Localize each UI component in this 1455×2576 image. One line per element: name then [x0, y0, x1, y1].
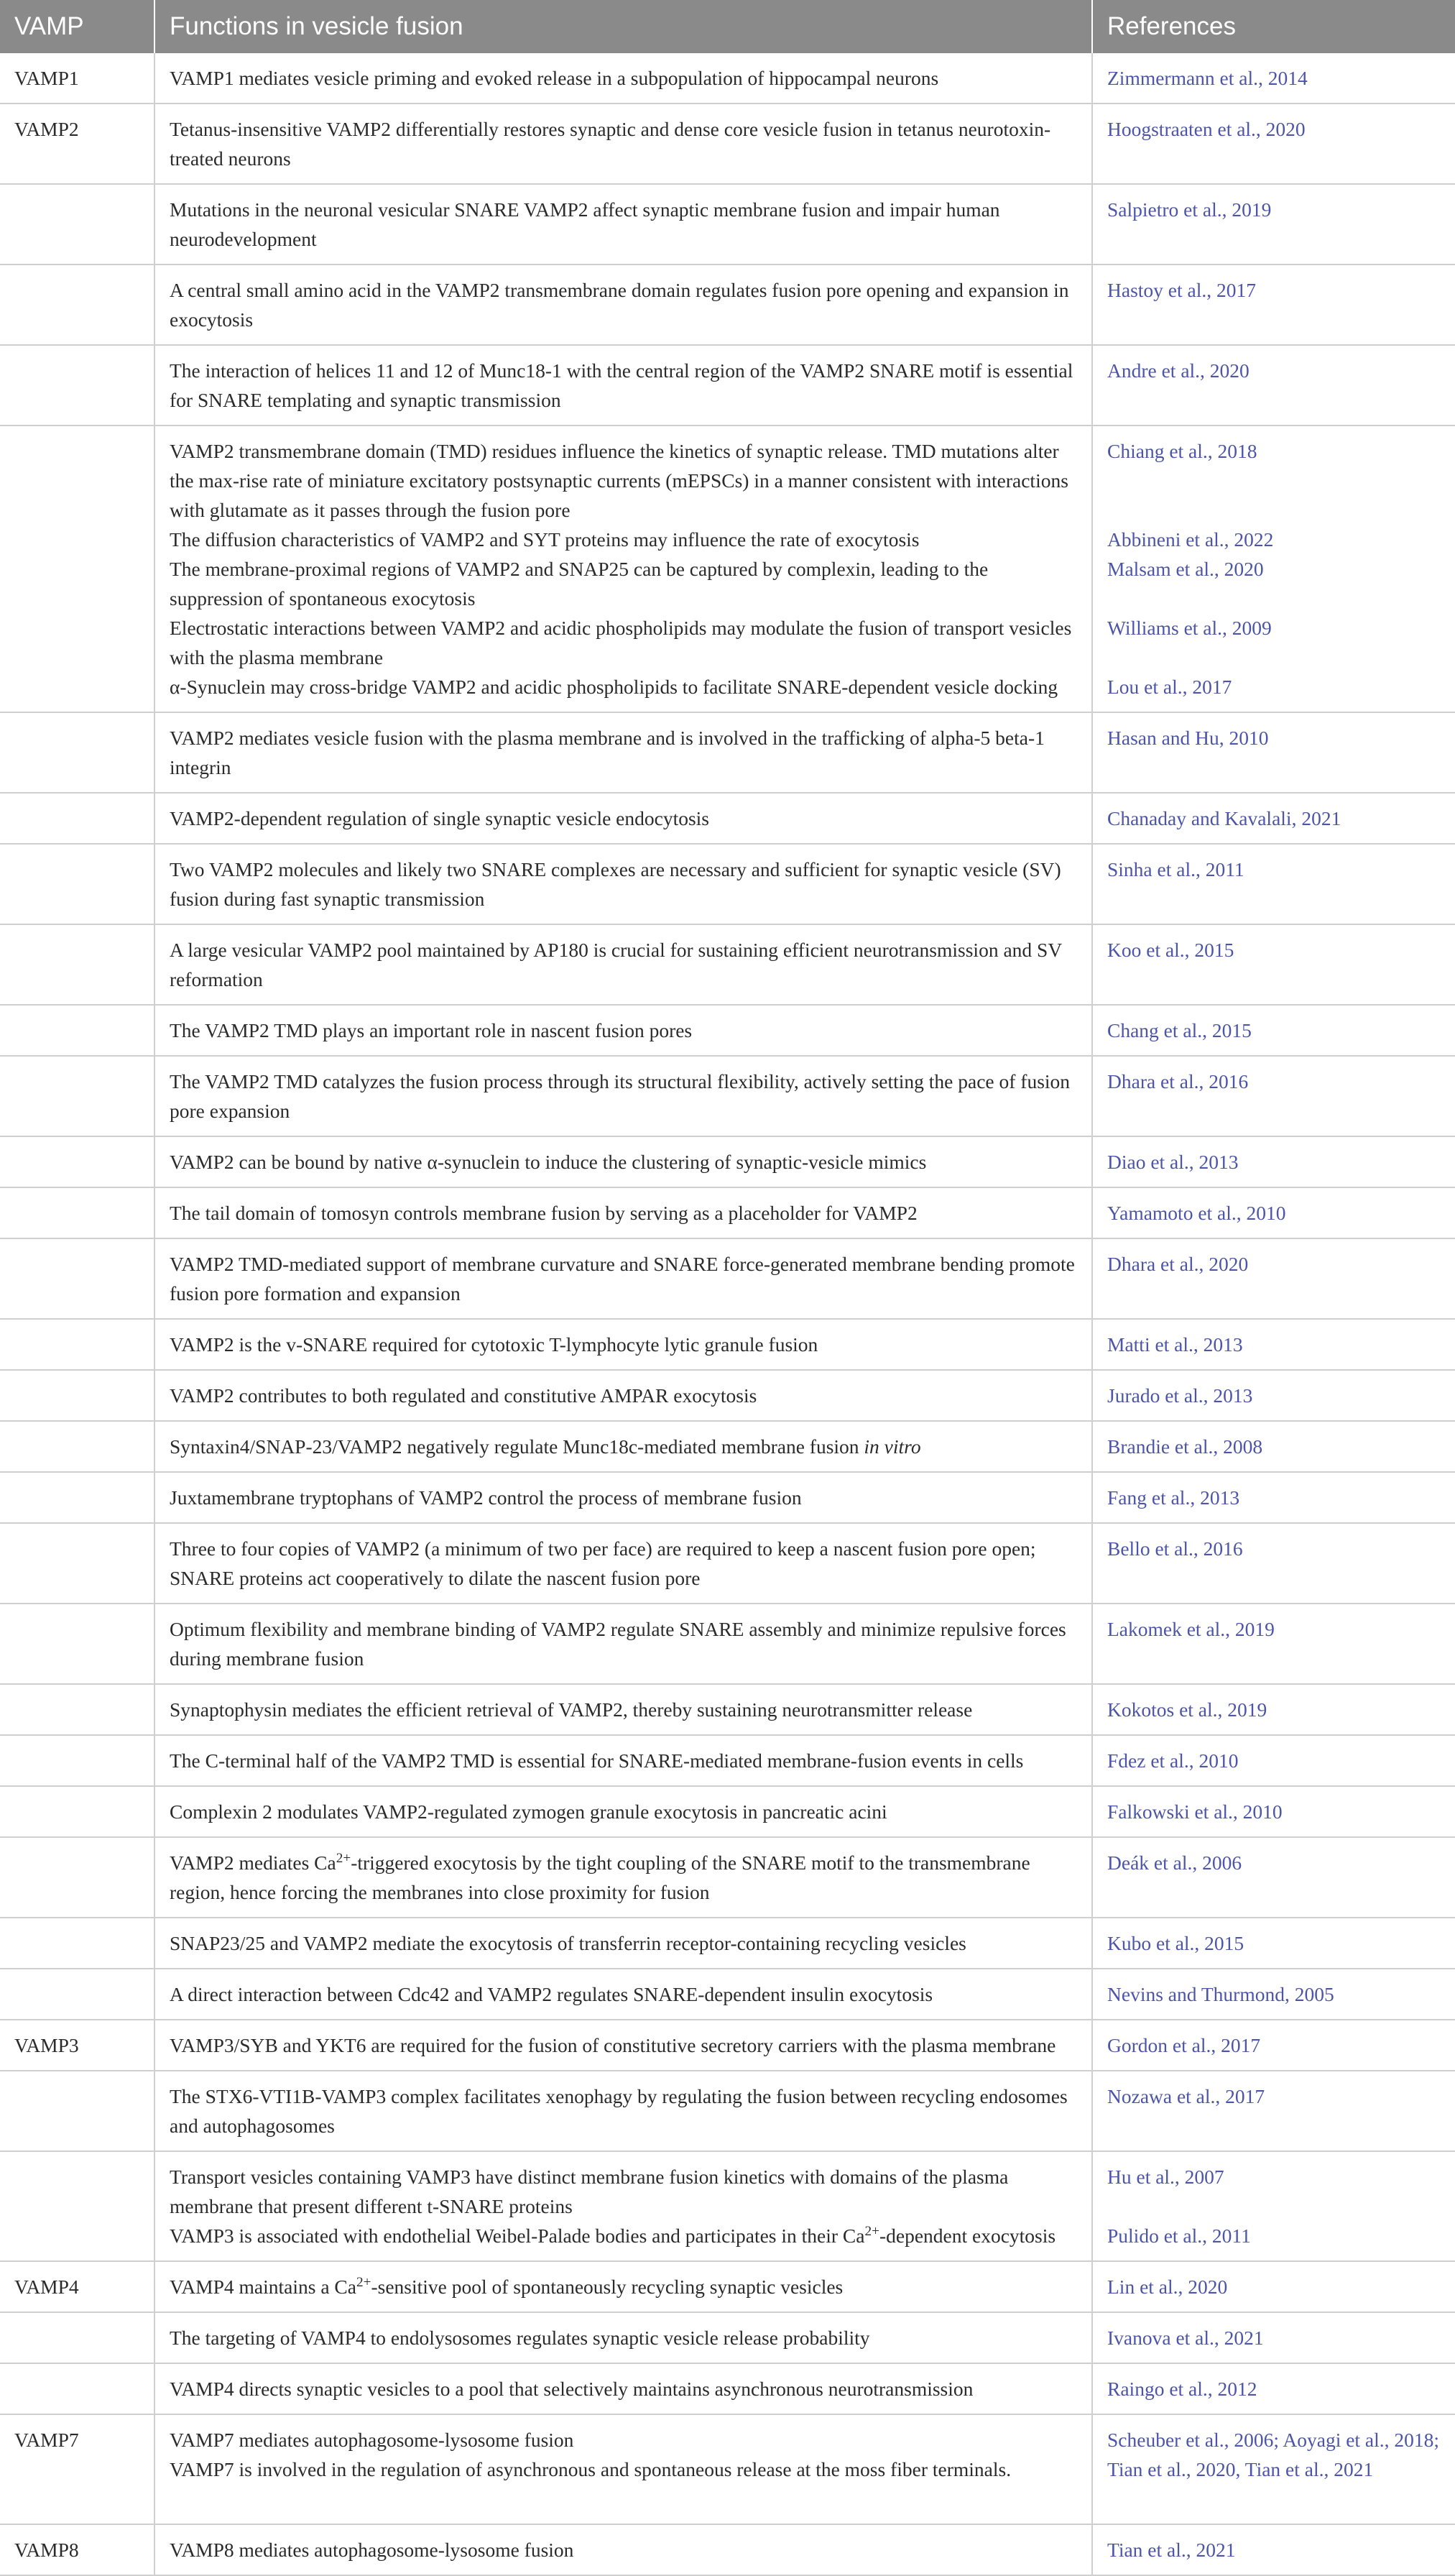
table-row	[0, 1136, 1455, 1187]
table-row	[0, 1684, 1455, 1735]
function-text: VAMP4 directs synaptic vesicles to a pool that selectively maintains asynchronous neurotransmission	[170, 2378, 974, 2400]
vamp-cell: VAMP4	[0, 2261, 154, 2312]
function-cell	[154, 2524, 1092, 2575]
vamp-cell	[0, 1604, 154, 1684]
function-text: VAMP3/SYB and YKT6 are required for the fusion of constitutive secretory carriers with the plasma membrane	[170, 2034, 1056, 2056]
reference-link[interactable]: Nevins and Thurmond, 2005	[1107, 1983, 1334, 2005]
function-cell	[154, 844, 1092, 924]
vamp-cell	[0, 1472, 154, 1523]
vamp-cell	[0, 1786, 154, 1837]
reference-cell	[1092, 264, 1455, 345]
table-row	[0, 2151, 1455, 2261]
reference-link[interactable]: Lakomek et al., 2019	[1107, 1618, 1275, 1640]
function-cell	[154, 1238, 1092, 1319]
reference-link[interactable]: Yamamoto et al., 2010	[1107, 1202, 1286, 1224]
table-row	[0, 712, 1455, 793]
function-text: Electrostatic interactions between VAMP2 and acidic phospholipids may modulate the fusion of transport vesicles with the plasma membrane	[170, 617, 1072, 668]
vamp-cell	[0, 345, 154, 426]
table-row	[0, 1604, 1455, 1684]
reference-link[interactable]: Nozawa et al., 2017	[1107, 2085, 1265, 2107]
function-text: SNAP23/25 and VAMP2 mediate the exocytosis of transferrin receptor-containing recycling vesicles	[170, 1932, 966, 1954]
reference-link[interactable]: Dhara et al., 2016	[1107, 1070, 1249, 1092]
function-cell	[154, 2414, 1092, 2524]
reference-cell	[1092, 2261, 1455, 2312]
table-row	[0, 793, 1455, 844]
vamp-cell	[0, 1370, 154, 1421]
vamp-cell	[0, 1918, 154, 1969]
vamp-cell	[0, 1319, 154, 1370]
reference-cell	[1092, 184, 1455, 264]
header-references: References	[1092, 0, 1455, 53]
reference-link[interactable]: Williams et al., 2009	[1107, 617, 1272, 639]
function-text: A direct interaction between Cdc42 and VAMP2 regulates SNARE-dependent insulin exocytosis	[170, 1983, 933, 2005]
vamp-cell	[0, 1969, 154, 2020]
vamp-cell	[0, 1735, 154, 1786]
header-row	[0, 0, 1455, 53]
vamp-cell	[0, 1421, 154, 1472]
function-text: VAMP1 mediates vesicle priming and evoked release in a subpopulation of hippocampal neurons	[170, 67, 939, 89]
table-row	[0, 264, 1455, 345]
table-row	[0, 426, 1455, 712]
reference-link[interactable]: Hastoy et al., 2017	[1107, 279, 1256, 301]
reference-link[interactable]: Falkowski et al., 2010	[1107, 1800, 1283, 1823]
function-cell	[154, 2151, 1092, 2261]
table-row	[0, 1319, 1455, 1370]
function-text: A large vesicular VAMP2 pool maintained by AP180 is crucial for sustaining efficient neurotransmission and SV reformation	[170, 939, 1062, 990]
reference-link[interactable]: Andre et al., 2020	[1107, 359, 1250, 382]
function-cell	[154, 1370, 1092, 1421]
reference-cell	[1092, 2071, 1455, 2151]
function-text: Tetanus-insensitive VAMP2 differentially restores synaptic and dense core vesicle fusion in tetanus neurotoxin-treated neurons	[170, 118, 1051, 170]
reference-cell	[1092, 1319, 1455, 1370]
reference-link[interactable]: Sinha et al., 2011	[1107, 858, 1244, 880]
table-row	[0, 1187, 1455, 1238]
table-row	[0, 1523, 1455, 1604]
function-cell	[154, 924, 1092, 1005]
reference-cell	[1092, 1786, 1455, 1837]
function-cell	[154, 1969, 1092, 2020]
vamp-cell	[0, 1187, 154, 1238]
reference-cell	[1092, 1005, 1455, 1056]
reference-link[interactable]: Tian et al., 2021	[1107, 2539, 1236, 2561]
reference-cell	[1092, 1604, 1455, 1684]
table-row	[0, 1056, 1455, 1136]
reference-link[interactable]: Ivanova et al., 2021	[1107, 2327, 1264, 2349]
table-row	[0, 1969, 1455, 2020]
table-row	[0, 2312, 1455, 2363]
function-cell	[154, 104, 1092, 184]
function-text: The C-terminal half of the VAMP2 TMD is essential for SNARE-mediated membrane-fusion events in cells	[170, 1749, 1024, 1772]
reference-cell	[1092, 104, 1455, 184]
reference-link[interactable]: Scheuber et al., 2006; Aoyagi et al., 2018; Tian et al., 2020, Tian et al., 2021	[1107, 2429, 1440, 2480]
vamp-cell	[0, 426, 154, 712]
reference-cell	[1092, 1472, 1455, 1523]
function-text: Synaptophysin mediates the efficient retrieval of VAMP2, thereby sustaining neurotransmitter release	[170, 1698, 973, 1721]
function-cell	[154, 2071, 1092, 2151]
reference-cell	[1092, 844, 1455, 924]
reference-link[interactable]: Raingo et al., 2012	[1107, 2378, 1257, 2400]
function-text: VAMP7 mediates autophagosome-lysosome fusion	[170, 2429, 574, 2451]
vamp-cell	[0, 712, 154, 793]
function-cell	[154, 1056, 1092, 1136]
reference-cell	[1092, 1969, 1455, 2020]
table-row	[0, 1918, 1455, 1969]
function-text: The membrane-proximal regions of VAMP2 and SNAP25 can be captured by complexin, leading to the suppression of spontaneous exocytosis	[170, 558, 989, 610]
function-text: The diffusion characteristics of VAMP2 and SYT proteins may influence the rate of exocytosis	[170, 528, 920, 551]
vamp-cell: VAMP2	[0, 104, 154, 184]
function-cell	[154, 2363, 1092, 2414]
table-row	[0, 1837, 1455, 1918]
function-cell	[154, 1005, 1092, 1056]
reference-cell	[1092, 1837, 1455, 1918]
reference-link[interactable]: Chanaday and Kavalali, 2021	[1107, 807, 1341, 829]
vamp-cell	[0, 184, 154, 264]
reference-link[interactable]: Malsam et al., 2020	[1107, 558, 1264, 580]
function-text: VAMP2-dependent regulation of single synaptic vesicle endocytosis	[170, 807, 710, 829]
reference-link[interactable]: Chiang et al., 2018	[1107, 440, 1257, 462]
reference-cell	[1092, 1187, 1455, 1238]
reference-cell	[1092, 2151, 1455, 2261]
vamp-cell	[0, 1238, 154, 1319]
reference-link[interactable]: Koo et al., 2015	[1107, 939, 1234, 961]
header-functions: Functions in vesicle fusion	[154, 0, 1092, 53]
reference-link[interactable]: Zimmermann et al., 2014	[1107, 67, 1308, 89]
function-text: The STX6-VTI1B-VAMP3 complex facilitates xenophagy by regulating the fusion between recycling endosomes and autophagosomes	[170, 2085, 1068, 2137]
function-cell	[154, 2312, 1092, 2363]
table-row	[0, 2020, 1455, 2071]
table-row	[0, 1735, 1455, 1786]
function-cell	[154, 1319, 1092, 1370]
table-row	[0, 2261, 1455, 2312]
reference-link[interactable]: Salpietro et al., 2019	[1107, 198, 1272, 221]
table-row	[0, 2524, 1455, 2575]
vamp-cell	[0, 1523, 154, 1604]
table-body	[0, 53, 1455, 2575]
vamp-cell	[0, 924, 154, 1005]
reference-link[interactable]: Diao et al., 2013	[1107, 1151, 1239, 1173]
function-cell	[154, 1523, 1092, 1604]
reference-cell	[1092, 2020, 1455, 2071]
function-text: A central small amino acid in the VAMP2 transmembrane domain regulates fusion pore opening and expansion in exocytosis	[170, 279, 1069, 331]
function-text: Syntaxin4/SNAP-23/VAMP2 negatively regulate Munc18c-mediated membrane fusion in vitro	[170, 1435, 921, 1458]
reference-link[interactable]: Fdez et al., 2010	[1107, 1749, 1239, 1772]
vamp-cell	[0, 1684, 154, 1735]
vamp-cell	[0, 2071, 154, 2151]
function-cell	[154, 1735, 1092, 1786]
function-cell	[154, 2261, 1092, 2312]
function-cell	[154, 345, 1092, 426]
reference-cell	[1092, 1238, 1455, 1319]
vamp-cell: VAMP3	[0, 2020, 154, 2071]
vamp-cell	[0, 793, 154, 844]
table-row	[0, 1421, 1455, 1472]
vamp-cell	[0, 2151, 154, 2261]
function-text: VAMP2 can be bound by native α-synuclein to induce the clustering of synaptic-vesicle mimics	[170, 1151, 927, 1173]
function-text: α-Synuclein may cross-bridge VAMP2 and acidic phospholipids to facilitate SNARE-dependent vesicle docking	[170, 676, 1058, 698]
function-text: VAMP7 is involved in the regulation of asynchronous and spontaneous release at the moss fiber terminals.	[170, 2458, 1012, 2480]
function-text: Three to four copies of VAMP2 (a minimum of two per face) are required to keep a nascent fusion pore open; SNARE proteins act cooperatively to dilate the nascent fusion pore	[170, 1537, 1036, 1589]
reference-link[interactable]: Lin et al., 2020	[1107, 2276, 1228, 2298]
function-text: VAMP2 mediates $Ca^{2+}$-triggered exocytosis by the tight coupling of the SNARE motif to the transmembrane region, hence forcing the membranes into close proximity for fusion	[170, 1850, 1030, 1903]
function-text: Juxtamembrane tryptophans of VAMP2 control the process of membrane fusion	[170, 1486, 802, 1509]
table-row	[0, 104, 1455, 184]
reference-link[interactable]: Lou et al., 2017	[1107, 676, 1232, 698]
function-text: The VAMP2 TMD plays an important role in nascent fusion pores	[170, 1019, 693, 1041]
reference-link[interactable]: Jurado et al., 2013	[1107, 1384, 1253, 1407]
reference-link[interactable]: Kubo et al., 2015	[1107, 1932, 1244, 1954]
function-cell	[154, 1786, 1092, 1837]
table-row	[0, 1005, 1455, 1056]
reference-cell	[1092, 1370, 1455, 1421]
vamp-cell	[0, 844, 154, 924]
table-row	[0, 1472, 1455, 1523]
reference-link[interactable]: Hasan and Hu, 2010	[1107, 727, 1269, 749]
reference-cell	[1092, 1918, 1455, 1969]
reference-cell	[1092, 924, 1455, 1005]
table-row	[0, 184, 1455, 264]
vamp-cell	[0, 1056, 154, 1136]
reference-link[interactable]	[1107, 2484, 1444, 2513]
function-cell	[154, 1918, 1092, 1969]
function-cell	[154, 264, 1092, 345]
reference-link[interactable]: Bello et al., 2016	[1107, 1537, 1243, 1560]
vamp-cell	[0, 1136, 154, 1187]
function-cell	[154, 1187, 1092, 1238]
vamp-cell: VAMP8	[0, 2524, 154, 2575]
function-cell	[154, 712, 1092, 793]
reference-link[interactable]: Hu et al., 2007	[1107, 2166, 1224, 2188]
function-text: VAMP2 is the v-SNARE required for cytotoxic T-lymphocyte lytic granule fusion	[170, 1333, 818, 1356]
function-text: VAMP3 is associated with endothelial Weibel-Palade bodies and participates in their $Ca^{2+}$-dependent exocytosis	[170, 2223, 1056, 2247]
vamp-cell	[0, 1837, 154, 1918]
function-text: VAMP2 transmembrane domain (TMD) residues influence the kinetics of synaptic release. TMD mutations alter the max-rise rate of miniature excitatory postsynaptic currents (mEPSCs) in a manner consistent with interactions with glutamate as it passes through the fusion pore	[170, 440, 1068, 521]
reference-link[interactable]: Kokotos et al., 2019	[1107, 1698, 1267, 1721]
reference-link[interactable]: Gordon et al., 2017	[1107, 2034, 1261, 2056]
reference-cell	[1092, 1735, 1455, 1786]
function-cell	[154, 426, 1092, 712]
function-text: VAMP2 mediates vesicle fusion with the plasma membrane and is involved in the trafficking of alpha-5 beta-1 integrin	[170, 727, 1045, 778]
reference-cell	[1092, 1136, 1455, 1187]
function-text: Optimum flexibility and membrane binding of VAMP2 regulate SNARE assembly and minimize repulsive forces during membrane fusion	[170, 1618, 1066, 1670]
vamp-cell	[0, 2363, 154, 2414]
function-cell	[154, 184, 1092, 264]
function-cell	[154, 1684, 1092, 1735]
function-text: The interaction of helices 11 and 12 of Munc18-1 with the central region of the VAMP2 SNARE motif is essential for SNARE templating and synaptic transmission	[170, 359, 1073, 411]
function-text: Complexin 2 modulates VAMP2-regulated zymogen granule exocytosis in pancreatic acini	[170, 1800, 887, 1823]
function-cell	[154, 1604, 1092, 1684]
table-row	[0, 1786, 1455, 1837]
reference-cell	[1092, 793, 1455, 844]
reference-cell	[1092, 2524, 1455, 2575]
reference-link[interactable]: Fang et al., 2013	[1107, 1486, 1240, 1509]
reference-cell	[1092, 1421, 1455, 1472]
function-text: The VAMP2 TMD catalyzes the fusion process through its structural flexibility, actively setting the pace of fusion pore expansion	[170, 1070, 1071, 1122]
function-cell	[154, 1837, 1092, 1918]
table-row	[0, 2363, 1455, 2414]
table-row	[0, 2071, 1455, 2151]
function-text: VAMP2 TMD-mediated support of membrane curvature and SNARE force-generated membrane bending promote fusion pore formation and expansion	[170, 1253, 1075, 1305]
function-cell	[154, 1472, 1092, 1523]
reference-cell	[1092, 2312, 1455, 2363]
reference-link[interactable]: Brandie et al., 2008	[1107, 1435, 1263, 1458]
vamp-cell	[0, 264, 154, 345]
function-cell	[154, 793, 1092, 844]
reference-link[interactable]: Abbineni et al., 2022	[1107, 528, 1274, 551]
table-row	[0, 1370, 1455, 1421]
function-cell	[154, 53, 1092, 104]
table-row	[0, 2414, 1455, 2524]
reference-cell	[1092, 426, 1455, 712]
reference-link[interactable]: Dhara et al., 2020	[1107, 1253, 1249, 1275]
table-row	[0, 345, 1455, 426]
reference-link[interactable]: Matti et al., 2013	[1107, 1333, 1243, 1356]
function-text: The targeting of VAMP4 to endolysosomes regulates synaptic vesicle release probability	[170, 2327, 870, 2349]
reference-cell	[1092, 712, 1455, 793]
reference-link[interactable]: Deák et al., 2006	[1107, 1852, 1242, 1874]
table-row	[0, 1238, 1455, 1319]
reference-cell	[1092, 1056, 1455, 1136]
reference-link[interactable]: Hoogstraaten et al., 2020	[1107, 118, 1306, 140]
table-row	[0, 924, 1455, 1005]
function-text: Transport vesicles containing VAMP3 have distinct membrane fusion kinetics with domains of the plasma membrane that present different t-SNARE proteins	[170, 2166, 1009, 2217]
function-text: Two VAMP2 molecules and likely two SNARE complexes are necessary and sufficient for synaptic vesicle (SV) fusion during fast synaptic transmission	[170, 858, 1061, 910]
function-text: VAMP8 mediates autophagosome-lysosome fusion	[170, 2539, 574, 2561]
function-text: VAMP2 contributes to both regulated and constitutive AMPAR exocytosis	[170, 1384, 757, 1407]
reference-cell	[1092, 1684, 1455, 1735]
vamp-cell: VAMP1	[0, 53, 154, 104]
vamp-cell: VAMP7	[0, 2414, 154, 2524]
reference-cell	[1092, 53, 1455, 104]
reference-cell	[1092, 345, 1455, 426]
function-text: The tail domain of tomosyn controls membrane fusion by serving as a placeholder for VAMP2	[170, 1202, 918, 1224]
function-text: Mutations in the neuronal vesicular SNARE VAMP2 affect synaptic membrane fusion and impair human neurodevelopment	[170, 198, 1000, 250]
function-cell	[154, 1136, 1092, 1187]
function-text: VAMP4 maintains a $Ca^{2+}$-sensitive pool of spontaneously recycling synaptic vesicles	[170, 2274, 844, 2298]
reference-cell	[1092, 2414, 1455, 2524]
function-cell	[154, 2020, 1092, 2071]
table-row	[0, 53, 1455, 104]
reference-link[interactable]: Pulido et al., 2011	[1107, 2225, 1251, 2247]
table-row	[0, 844, 1455, 924]
reference-cell	[1092, 1523, 1455, 1604]
reference-cell	[1092, 2363, 1455, 2414]
vamp-cell	[0, 1005, 154, 1056]
vamp-cell	[0, 2312, 154, 2363]
function-cell	[154, 1421, 1092, 1472]
header-vamp: VAMP	[0, 0, 154, 53]
reference-link[interactable]: Chang et al., 2015	[1107, 1019, 1252, 1041]
